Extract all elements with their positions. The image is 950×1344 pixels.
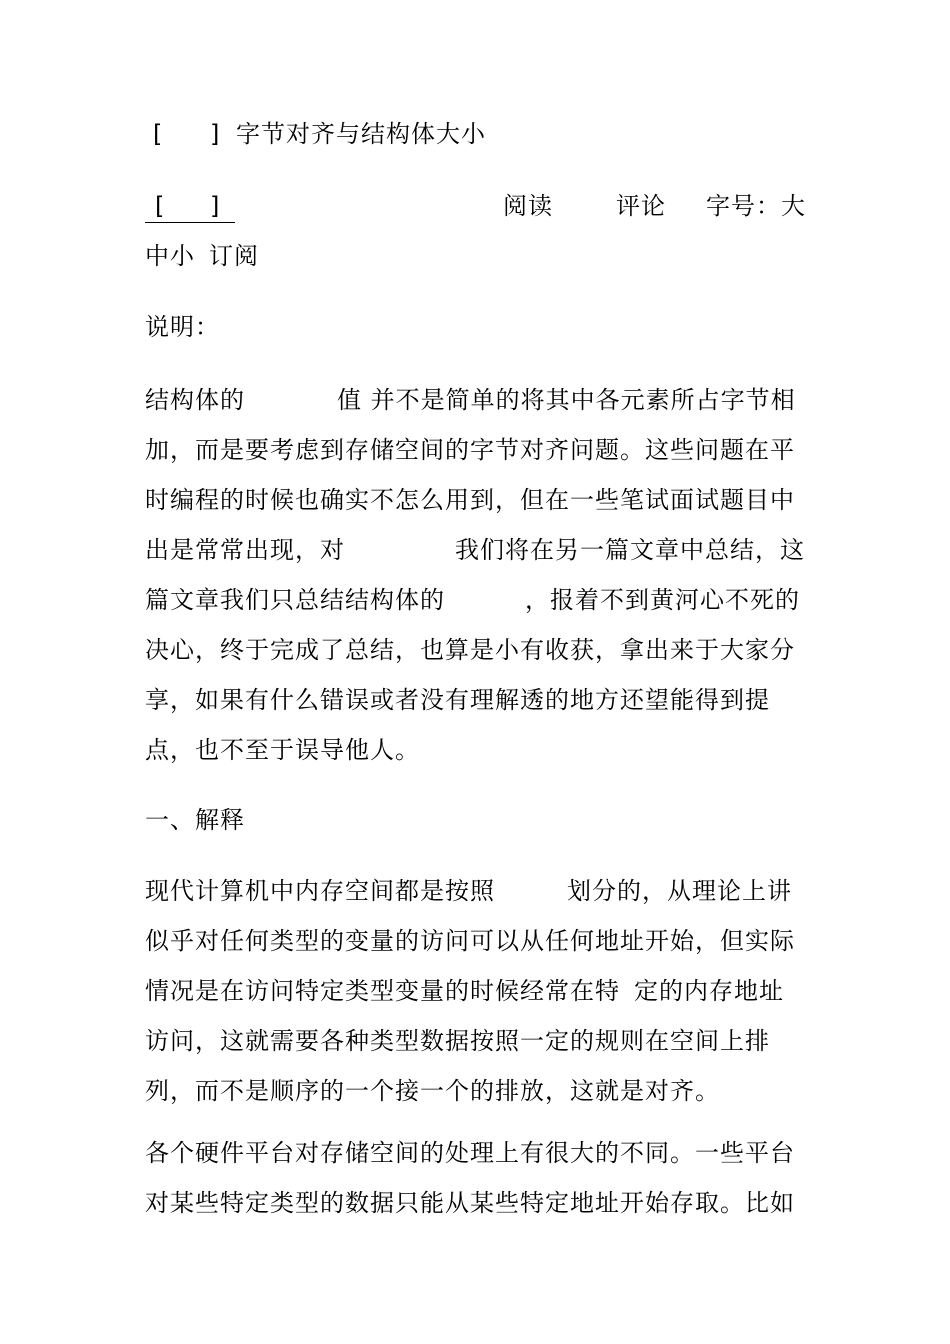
text-line: 决心，终于完成了总结，也算是小有收获，拿出来于大家分 xyxy=(145,636,795,664)
section1-paragraph-1 xyxy=(145,866,810,1116)
meta-category-link[interactable] xyxy=(145,192,235,220)
text-line: 结构体的 值 并不是简单的将其中各元素所占字节相 xyxy=(145,386,796,414)
text-line: 情况是在访问特定类型变量的时候经常在特 定的内存地址 xyxy=(145,977,784,1005)
intro-paragraph xyxy=(145,375,810,775)
title-bracket-close: ] xyxy=(210,120,220,148)
text-line: 加，而是要考虑到存储空间的字节对齐问题。这些问题在平 xyxy=(145,436,795,464)
meta-bracket-open: [ xyxy=(155,192,165,220)
text-line: 访问，这就需要各种类型数据按照一定的规则在空间上排 xyxy=(145,1027,770,1055)
text-line: 对某些特定类型的数据只能从某些特定地址开始存取。比如 xyxy=(145,1189,795,1217)
read-link[interactable]: 阅读 xyxy=(503,192,553,220)
intro-heading: 说明： xyxy=(145,313,220,341)
font-size-label[interactable]: 字号：大 xyxy=(706,192,806,220)
section-heading: 一、解释 xyxy=(145,806,245,834)
text-line: 各个硬件平台对存储空间的处理上有很大的不同。一些平台 xyxy=(145,1139,795,1167)
text-line: 篇文章我们只总结结构体的 ，报着不到黄河心不死的 xyxy=(145,586,800,614)
meta-link-underline xyxy=(145,222,235,223)
section1-paragraph-2 xyxy=(145,1128,810,1228)
text-line: 似乎对任何类型的变量的访问可以从任何地址开始，但实际 xyxy=(145,927,795,955)
text-line: 出是常常出现，对 我们将在另一篇文章中总结，这 xyxy=(145,536,805,564)
text-line: 时编程的时候也确实不怎么用到，但在一些笔试面试题目中 xyxy=(145,486,795,514)
font-size-mid-small[interactable]: 中小 xyxy=(145,242,195,270)
text-line: 享，如果有什么错误或者没有理解透的地方还望能得到提 xyxy=(145,686,770,714)
text-line: 点，也不至于误导他人。 xyxy=(145,736,420,764)
comment-link[interactable]: 评论 xyxy=(616,192,666,220)
subscribe-link[interactable]: 订阅 xyxy=(209,242,259,270)
title-bracket-open: [ xyxy=(153,120,163,148)
meta-bracket-close: ] xyxy=(210,192,220,220)
text-line: 现代计算机中内存空间都是按照 划分的，从理论上讲 xyxy=(145,877,792,905)
text-line: 列，而不是顺序的一个接一个的排放，这就是对齐。 xyxy=(145,1077,720,1105)
page-title: 字节对齐与结构体大小 xyxy=(236,120,486,148)
